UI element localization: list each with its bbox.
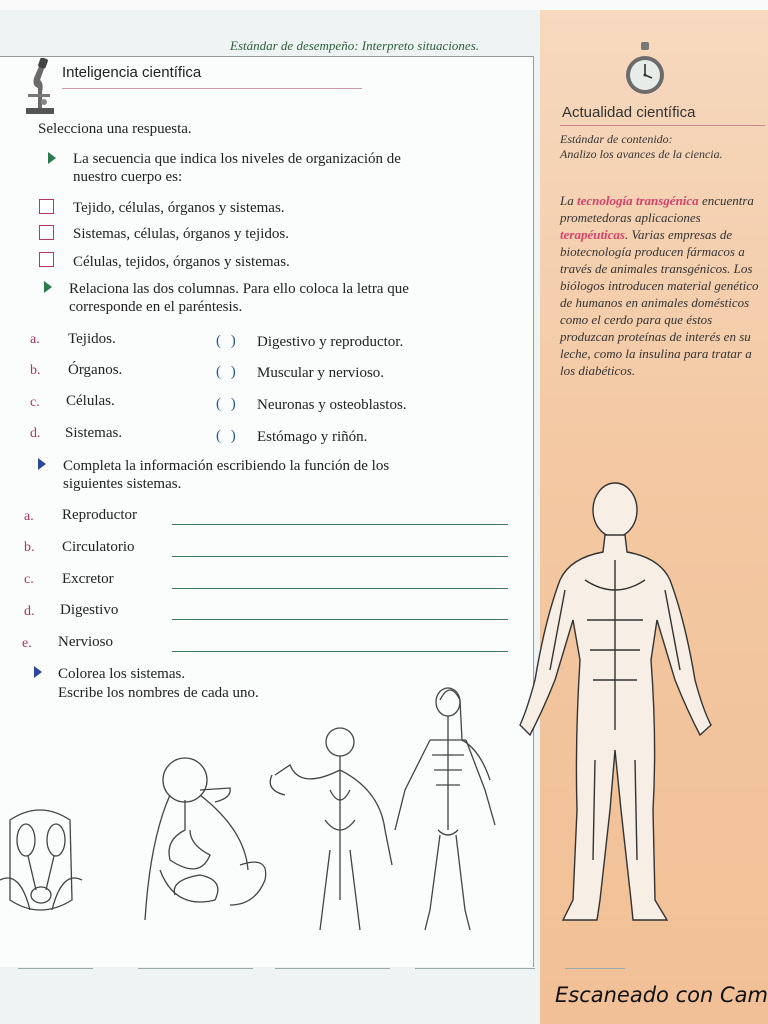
sidebar-title-underline <box>560 125 765 126</box>
answer-paren-1[interactable]: ( ) <box>216 333 239 349</box>
q2-left-a: Tejidos. <box>68 331 116 347</box>
skeletal-system-drawing <box>395 688 495 930</box>
q1-prompt-line1: La secuencia que indica los niveles de organización de <box>73 151 401 167</box>
title-underline <box>62 88 362 89</box>
q2-letter-a: a. <box>30 332 40 347</box>
muscular-system-figure <box>515 480 745 930</box>
q3-prompt-line1: Completa la información escribiendo la función de los <box>63 458 390 474</box>
circulatory-system-drawing <box>270 728 392 930</box>
sidebar-highlight-2: terapéuticas <box>560 227 625 242</box>
q4-prompt-line1: Colorea los sistemas. <box>58 666 186 682</box>
name-line-5[interactable] <box>565 968 625 969</box>
select-one-instruction: Selecciona una respuesta. <box>38 121 192 137</box>
sidebar-body <box>560 192 765 379</box>
q3-letter-b: b. <box>24 540 35 555</box>
q3-item-a: Reproductor <box>62 507 137 523</box>
q2-right-4: Estómago y riñón. <box>257 429 368 445</box>
answer-line-b[interactable] <box>172 556 508 557</box>
sidebar-body-pre: La <box>560 193 577 208</box>
answer-line-c[interactable] <box>172 588 508 589</box>
checkbox-option-3[interactable] <box>39 252 54 267</box>
q3-item-d: Digestivo <box>60 602 119 618</box>
answer-line-d[interactable] <box>172 619 508 620</box>
q3-letter-a: a. <box>24 509 34 524</box>
q3-item-c: Excretor <box>62 571 114 587</box>
checkbox-option-2[interactable] <box>39 225 54 240</box>
q2-letter-c: c. <box>30 395 40 410</box>
arrow-bullet-icon <box>44 281 52 293</box>
sidebar-title: Actualidad científica <box>562 104 696 121</box>
answer-paren-4[interactable]: ( ) <box>216 428 239 444</box>
microscope-icon <box>22 58 58 116</box>
q3-letter-d: d. <box>24 604 35 619</box>
arrow-bullet-icon <box>38 458 46 470</box>
q3-item-b: Circulatorio <box>62 539 135 555</box>
excretory-system-drawing <box>0 810 82 910</box>
q1-option-2: Sistemas, células, órganos y tejidos. <box>73 226 289 242</box>
answer-line-e[interactable] <box>172 651 508 652</box>
q2-left-d: Sistemas. <box>65 425 123 441</box>
q2-prompt-line1: Relaciona las dos columnas. Para ello coloca la letra que <box>69 281 409 297</box>
sidebar-standard <box>560 132 765 162</box>
q4-prompt-line2: Escribe los nombres de cada uno. <box>58 685 259 701</box>
name-line-2[interactable] <box>138 968 253 969</box>
standard-performance: Estándar de desempeño: Interpreto situaciones. <box>230 38 479 53</box>
q3-item-e: Nervioso <box>58 634 113 650</box>
q2-right-2: Muscular y nervioso. <box>257 365 385 381</box>
name-line-4[interactable] <box>415 968 535 969</box>
checkbox-option-1[interactable] <box>39 199 54 214</box>
body-systems-illustrations <box>0 680 520 950</box>
q2-right-1: Digestivo y reproductor. <box>257 334 404 350</box>
digestive-system-drawing <box>145 758 266 920</box>
q3-letter-c: c. <box>24 572 34 587</box>
answer-paren-2[interactable]: ( ) <box>216 364 239 380</box>
q3-prompt-line2: siguientes sistemas. <box>63 476 182 492</box>
q2-right-3: Neuronas y osteoblastos. <box>257 397 407 413</box>
q2-letter-b: b. <box>30 363 41 378</box>
sidebar-body-mid: encuentra prometedoras aplicaciones <box>560 193 754 225</box>
name-line-3[interactable] <box>275 968 390 969</box>
q1-option-1: Tejido, células, órganos y sistemas. <box>73 200 285 216</box>
q1-option-3: Células, tejidos, órganos y sistemas. <box>73 254 290 270</box>
name-line-1[interactable] <box>18 968 93 969</box>
arrow-bullet-icon <box>48 152 56 164</box>
sidebar-body-post: . Varias empresas de biotecnología producen fármacos a través de animales transgénicos. Los biólogos introducen material genético de humanos en animales domésticos como el cerdo para que éstos produzcan proteínas de interés en su leche, como la insulina para tratar a los diabéticos. <box>560 227 759 378</box>
answer-paren-3[interactable]: ( ) <box>216 396 239 412</box>
pocket-watch-icon <box>624 42 666 98</box>
sidebar-standard-label: Estándar de contenido: <box>560 132 673 146</box>
top-strip <box>0 0 768 10</box>
arrow-bullet-icon <box>34 666 42 678</box>
q1-prompt-line2: nuestro cuerpo es: <box>73 169 183 185</box>
sidebar-highlight-1: tecnología transgénica <box>576 193 699 208</box>
scanner-watermark: Escaneado con Cam <box>555 983 768 1007</box>
q2-left-b: Órganos. <box>68 362 123 378</box>
answer-line-a[interactable] <box>172 524 508 525</box>
q2-left-c: Células. <box>66 393 115 409</box>
section-title: Inteligencia científica <box>62 64 202 81</box>
q2-prompt-line2: corresponde en el paréntesis. <box>69 299 243 315</box>
sidebar-standard-text: Analizo los avances de la ciencia. <box>560 147 723 161</box>
q3-letter-e: e. <box>22 636 32 651</box>
q2-letter-d: d. <box>30 426 41 441</box>
